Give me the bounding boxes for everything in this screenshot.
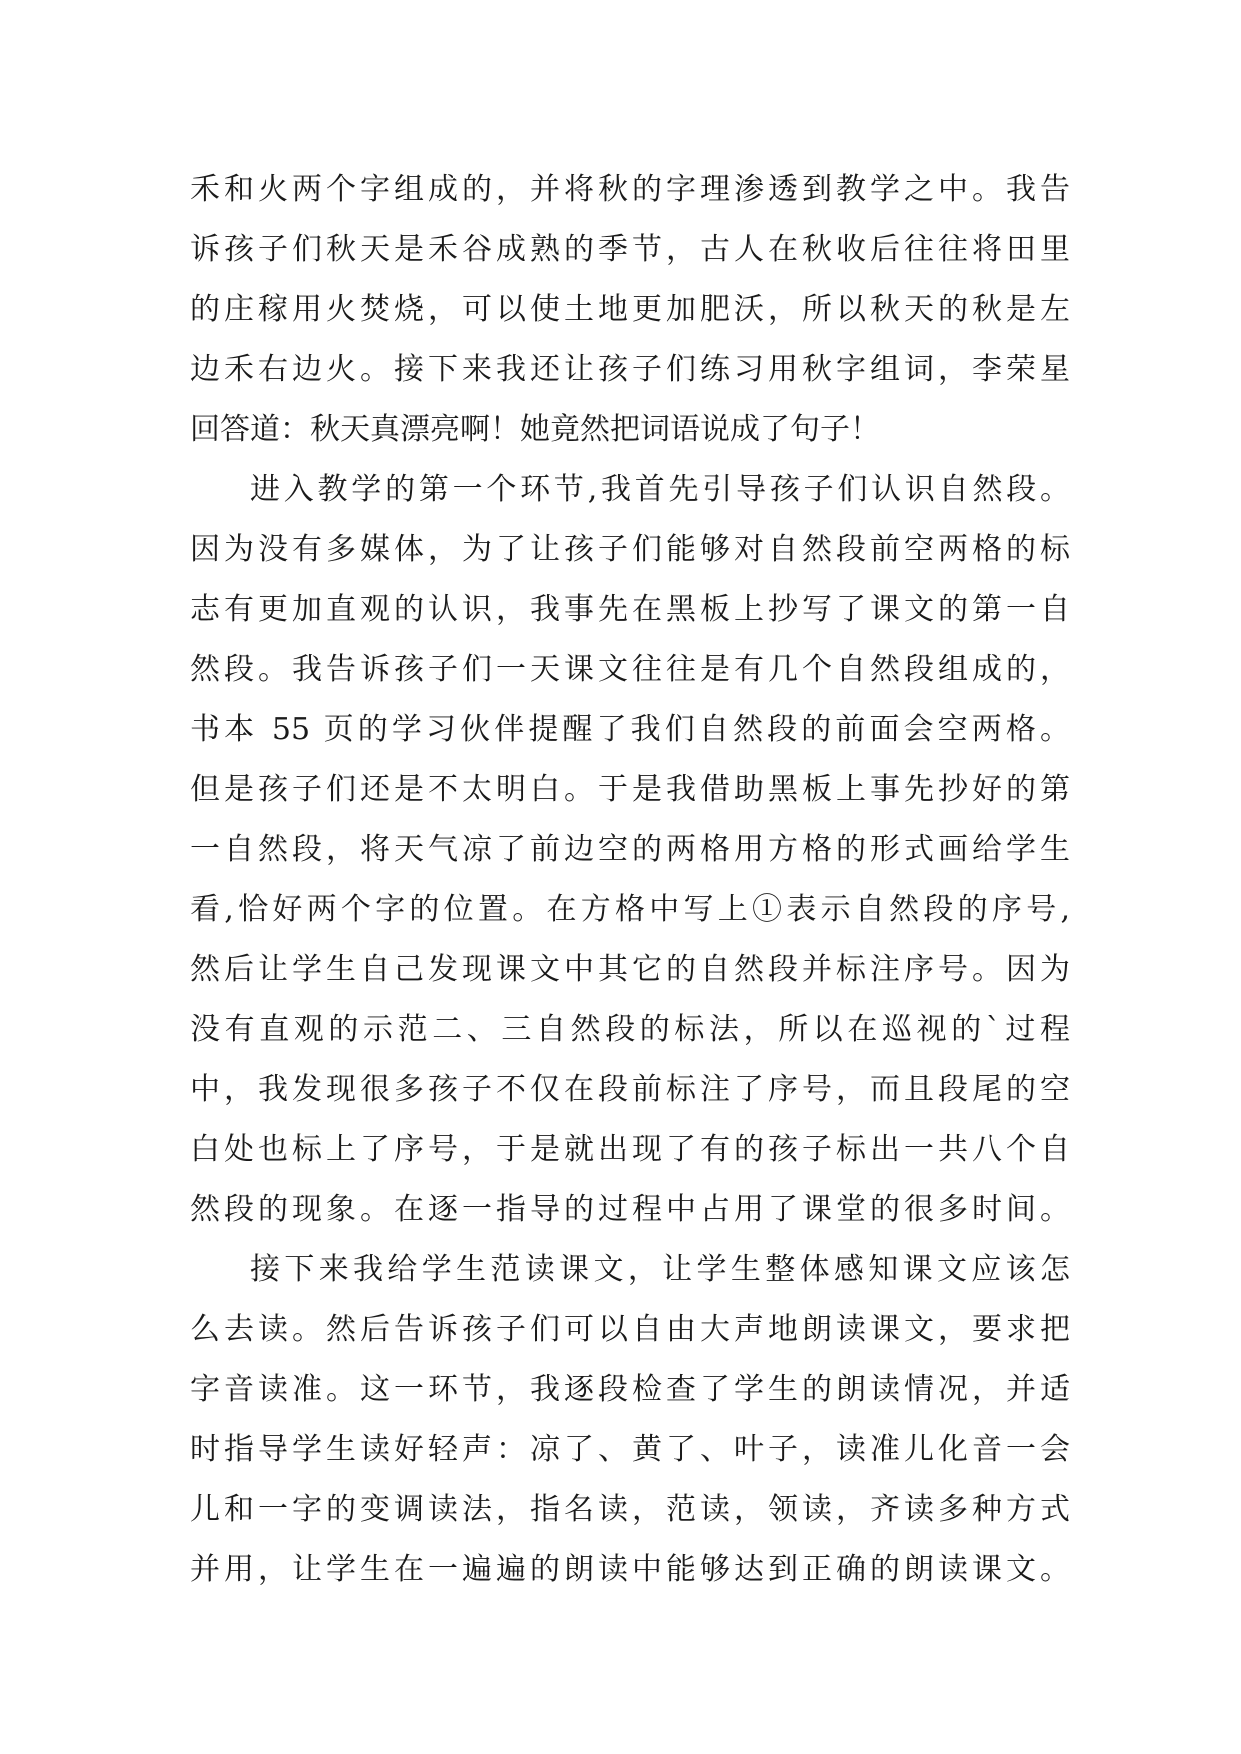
text-line: 么去读。然后告诉孩子们可以自由大声地朗读课文，要求把 (190, 1312, 1070, 1347)
text-line: 禾和火两个字组成的，并将秋的字理渗透到教学之中。我告 (190, 172, 1070, 207)
text-line: 然后让学生自己发现课文中其它的自然段并标注序号。因为 (190, 952, 1070, 987)
text-line: 没有直观的示范二、三自然段的标法，所以在巡视的`过程 (190, 1012, 1070, 1047)
text-line: 中，我发现很多孩子不仅在段前标注了序号，而且段尾的空 (190, 1072, 1070, 1107)
text-line: 但是孩子们还是不太明白。于是我借助黑板上事先抄好的第 (190, 772, 1070, 807)
text-line: 并用，让学生在一遍遍的朗读中能够达到正确的朗读课文。 (190, 1552, 1070, 1587)
text-line: 志有更加直观的认识，我事先在黑板上抄写了课文的第一自 (190, 592, 1070, 627)
text-line: 白处也标上了序号，于是就出现了有的孩子标出一共八个自 (190, 1132, 1070, 1167)
text-line: 诉孩子们秋天是禾谷成熟的季节，古人在秋收后往往将田里 (190, 232, 1070, 267)
body-text (190, 160, 1070, 1600)
text-line: 然段。我告诉孩子们一天课文往往是有几个自然段组成的， (190, 652, 1070, 687)
text-line: 看,恰好两个字的位置。在方格中写上①表示自然段的序号, (190, 892, 1070, 927)
text-line: 字音读准。这一环节，我逐段检查了学生的朗读情况，并适 (190, 1372, 1070, 1407)
text-line: 书本 55 页的学习伙伴提醒了我们自然段的前面会空两格。 (190, 712, 1070, 747)
text-line: 然段的现象。在逐一指导的过程中占用了课堂的很多时间。 (190, 1192, 1070, 1227)
text-line: 时指导学生读好轻声：凉了、黄了、叶子，读准儿化音一会 (190, 1432, 1070, 1467)
text-line: 接下来我给学生范读课文，让学生整体感知课文应该怎 (250, 1252, 1070, 1287)
text-line: 边禾右边火。接下来我还让孩子们练习用秋字组词，李荣星 (190, 352, 1070, 387)
text-line: 的庄稼用火焚烧，可以使土地更加肥沃，所以秋天的秋是左 (190, 292, 1070, 327)
text-line: 因为没有多媒体，为了让孩子们能够对自然段前空两格的标 (190, 532, 1070, 567)
text-line: 一自然段，将天气凉了前边空的两格用方格的形式画给学生 (190, 832, 1070, 867)
text-line: 进入教学的第一个环节,我首先引导孩子们认识自然段。 (250, 472, 1070, 507)
text-line: 回答道：秋天真漂亮啊！她竟然把词语说成了句子！ (190, 412, 880, 447)
text-line: 儿和一字的变调读法，指名读，范读，领读，齐读多种方式 (190, 1492, 1070, 1527)
